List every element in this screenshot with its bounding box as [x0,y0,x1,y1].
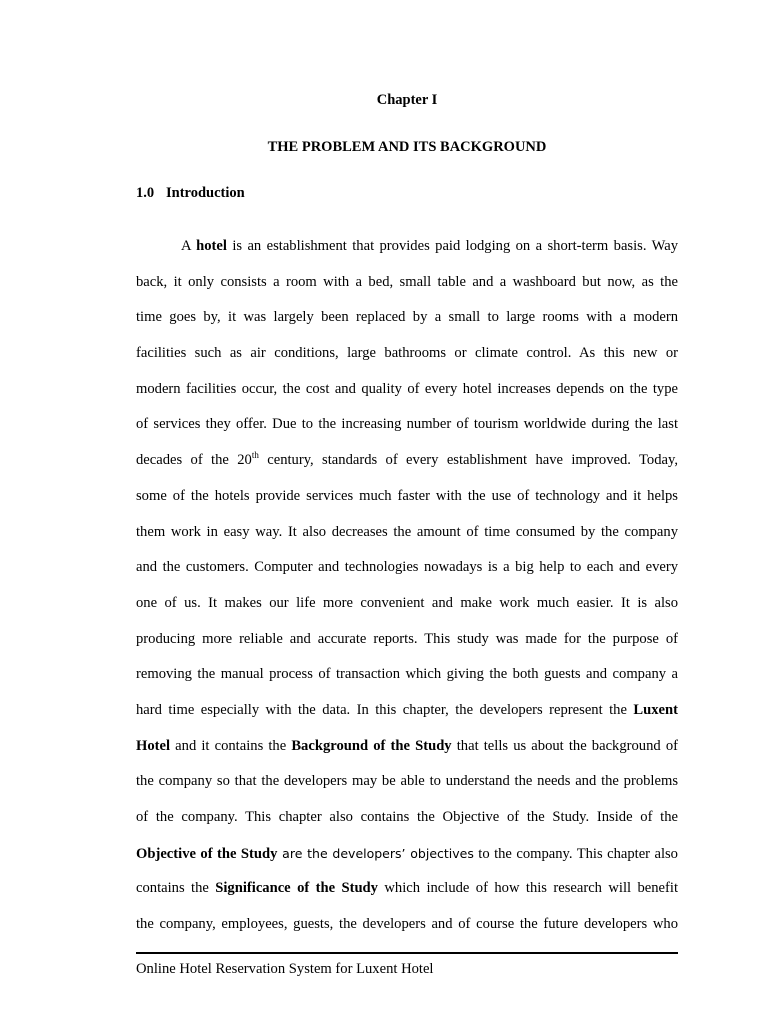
text-run: that tells us about the background of [451,737,678,754]
text-run: contains the [136,880,216,897]
bold-term-background: Background of the Study [291,737,452,754]
paragraph-line [136,229,678,265]
bold-term-hotel: hotel [196,238,227,254]
bold-term-significance: Significance of the Study [215,880,378,897]
paragraph-line: facilities such as air conditions, large bathrooms or climate control. As this new or [136,345,678,362]
paragraph-line: the company, employees, guests, the developers and of course the future developers who [136,916,678,933]
text-run: century, standards of every establishment have improved. Today, [258,452,678,469]
text-run: which include of how this research will benefit [377,880,678,897]
bold-term-objective: Objective of the Study [136,845,278,862]
paragraph-line: of services they offer. Due to the increasing number of tourism worldwide during the last [136,416,678,433]
text-run: hard time especially with the data. In this chapter, the developers represent the [136,701,634,718]
paragraph-line [136,693,678,729]
chapter-heading: Chapter I [376,92,438,108]
section-number: 1.0 [136,185,155,201]
chapter-title: THE PROBLEM AND ITS BACKGROUND [267,139,547,155]
paragraph-line: producing more reliable and accurate reports. This study was made for the purpose of [136,630,678,647]
text-run: to the company. This chapter also [473,845,678,862]
footer-divider [136,952,678,954]
paragraph-line: one of us. It makes our life more convenient and make work much easier. It is also [136,594,678,611]
paragraph-line: removing the manual process of transaction which giving the both guests and company a [136,666,678,683]
paragraph-line: time goes by, it was largely been replaced by a small to large rooms with a modern [136,309,678,326]
text-run: and it contains the [170,737,292,754]
text-run: A [181,238,197,254]
superscript: th [251,450,259,461]
section-heading [136,185,245,202]
paragraph-line: the company so that the developers may be able to understand the needs and the problems [136,773,678,790]
section-title: Introduction [166,185,245,201]
text-run: is an establishment that provides paid lodging on a short-term basis. Way [226,238,678,254]
bold-term-hotel-name: Hotel [136,737,171,754]
paragraph-line [136,729,678,765]
text-run: decades of the 20 [136,452,252,469]
paragraph-line [136,871,678,907]
paragraph-line [136,443,678,479]
paragraph-line: modern facilities occur, the cost and quality of every hotel increases depends on the type [136,380,678,397]
paragraph-line: back, it only consists a room with a bed, small table and a washboard but now, as the [136,273,678,290]
paragraph-line: and the customers. Computer and technologies nowadays is a big help to each and every [136,559,678,576]
paragraph-line: of the company. This chapter also contains the Objective of the Study. Inside of the [136,809,678,825]
bold-term-luxent: Luxent [633,701,678,718]
paragraph-line: them work in easy way. It also decreases the amount of time consumed by the company [136,523,678,540]
text-run: are the developers’ objectives [277,845,474,861]
page-footer: Online Hotel Reservation System for Luxent Hotel [136,961,434,977]
paragraph-line [136,836,678,872]
paragraph-line: some of the hotels provide services much faster with the use of technology and it helps [136,487,678,504]
introduction-paragraph [136,229,678,943]
